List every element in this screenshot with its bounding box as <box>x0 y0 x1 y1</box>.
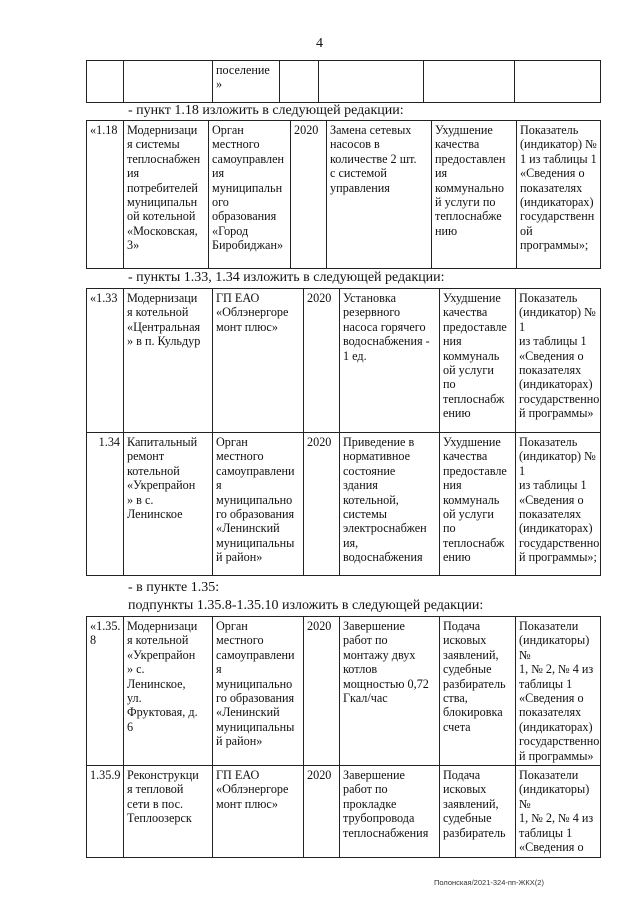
table-continued <box>86 60 601 103</box>
item-name: Модернизаци я котельной «Укрепрайон » с. Ленинское, ул. Фруктовая, д. 6 <box>124 617 213 766</box>
section-heading: - пункты 1.33, 1.34 изложить в следующей редакции: <box>128 270 445 285</box>
item-indicator: Показатель (индикатор) № 1 из таблицы 1 «Сведения о показателях (индикаторах) государственно й программы»; <box>516 433 601 576</box>
item-indicator: Показатель (индикатор) № 1 из таблицы 1 «Сведения о показателях (индикаторах) государственн ой программы»; <box>517 121 601 269</box>
item-org: Орган местного самоуправлен ия муниципальн ого образования «Город Биробиджан» <box>209 121 291 269</box>
item-number: 1.35.9 <box>87 766 124 857</box>
item-number: «1.35. 8 <box>87 617 124 766</box>
item-name: Реконструкци я тепловой сети в пос. Теплоозерск <box>124 766 213 857</box>
item-number: «1.33 <box>87 289 124 433</box>
item-year: 2020 <box>304 766 340 857</box>
item-result: Замена сетевых насосов в количестве 2 шт. с системой управления <box>327 121 432 269</box>
item-year: 2020 <box>304 617 340 766</box>
table-1-33-1-34 <box>86 288 601 576</box>
item-name: Модернизаци я котельной «Центральная » в п. Кульдур <box>124 289 213 433</box>
item-year: 2020 <box>291 121 327 269</box>
section-heading: - пункт 1.18 изложить в следующей редакции: <box>128 103 404 118</box>
table-row <box>87 433 601 576</box>
item-org: Орган местного самоуправлени я муниципально го образования «Ленинский муниципальны й район» <box>213 617 304 766</box>
page-number: 4 <box>316 36 323 51</box>
item-result: Приведение в нормативное состояние здания котельной, системы электроснабжен ия, водоснабжения <box>340 433 440 576</box>
item-number: 1.34 <box>87 433 124 576</box>
item-result: Установка резервного насоса горячего водоснабжения - 1 ед. <box>340 289 440 433</box>
item-name: Модернизаци я системы теплоснабжен ия потребителей муниципальн ой котельной «Московская, 3» <box>124 121 209 269</box>
section-heading: подпункты 1.35.8-1.35.10 изложить в следующей редакции: <box>128 598 484 613</box>
section-heading: - в пункте 1.35: <box>128 580 220 595</box>
item-risk: Ухудшение качества предоставле ния коммуналь ой услуги по теплоснабж ению <box>440 289 516 433</box>
table-1-35 <box>86 616 601 858</box>
table-row <box>87 289 601 433</box>
item-risk: Ухудшение качества предоставлен ия коммунально й услуги по теплоснабже нию <box>432 121 517 269</box>
item-result: Завершение работ по прокладке трубопровода теплоснабжения <box>340 766 440 857</box>
item-name: Капитальный ремонт котельной «Укрепрайон » в с. Ленинское <box>124 433 213 576</box>
item-number: «1.18 <box>87 121 124 269</box>
item-risk: Подача исковых заявлений, судебные разбиратель ства, блокировка счета <box>440 617 516 766</box>
document-footer-code: Полонская/2021-324-пп-ЖКХ(2) <box>434 878 544 887</box>
table-row <box>87 61 601 103</box>
item-org: Орган местного самоуправлени я муниципально го образования «Ленинский муниципальны й район» <box>213 433 304 576</box>
item-year: 2020 <box>304 433 340 576</box>
item-year: 2020 <box>304 289 340 433</box>
item-risk: Ухудшение качества предоставле ния коммуналь ой услуги по теплоснабж ению <box>440 433 516 576</box>
table-1-18 <box>86 120 601 269</box>
table-row <box>87 121 601 269</box>
table-row <box>87 766 601 857</box>
item-org: ГП ЕАО «Облэнергоре монт плюс» <box>213 766 304 857</box>
item-result: Завершение работ по монтажу двух котлов мощностью 0,72 Гкал/час <box>340 617 440 766</box>
item-indicator: Показатель (индикатор) № 1 из таблицы 1 «Сведения о показателях (индикаторах) государственно й программы» <box>516 289 601 433</box>
cell-settlement: поселение » <box>213 61 280 103</box>
item-indicator: Показатели (индикаторы) № 1, № 2, № 4 из таблицы 1 «Сведения о показателях (индикаторах) государственно й программы» <box>516 617 601 766</box>
item-indicator: Показатели (индикаторы) № 1, № 2, № 4 из таблицы 1 «Сведения о <box>516 766 601 857</box>
item-risk: Подача исковых заявлений, судебные разбиратель <box>440 766 516 857</box>
table-row <box>87 617 601 766</box>
item-org: ГП ЕАО «Облэнергоре монт плюс» <box>213 289 304 433</box>
